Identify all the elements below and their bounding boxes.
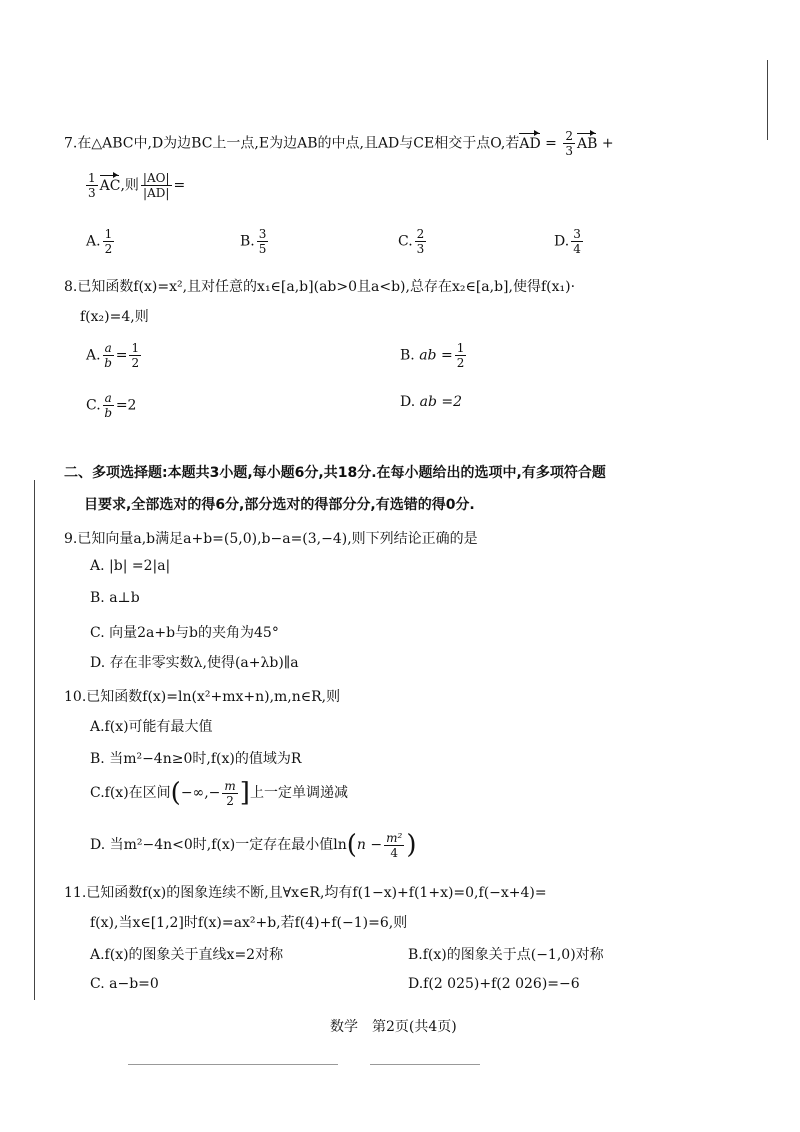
section-2-heading: 二、多项选择题:本题共3小题,每小题6分,共18分.在每小题给出的选项中,有多项符合题 (64, 465, 606, 481)
question-11-line2: f(x),当x∈[1,2]时f(x)=ax²+b,若f(4)+f(−1)=6,则 (90, 915, 408, 931)
q10-option-b: B. 当m²−4n≥0时,f(x)的值域为R (90, 751, 302, 767)
q7-option-d: D. $\frac{3}{4}$ (554, 227, 581, 256)
q7-eq2: = (173, 177, 186, 194)
question-7-line2 (84, 172, 185, 199)
q11-option-d: D.f(2 025)+f(2 026)=−6 (408, 976, 580, 992)
q8-option-a: A. $\frac{a}{b}$ = $\frac{1}{2}$ (86, 341, 140, 370)
q8-option-c: C. $\frac{a}{b}$ =2 (86, 391, 137, 420)
q7-number: 7. (64, 135, 78, 152)
q7-ratio: $\frac{|AO|}{|AD|}$ (142, 171, 170, 200)
section-2-heading-line2: 目要求,全部选对的得6分,部分选对的得部分分,有选错的得0分. (84, 497, 475, 513)
q9-option-a: A. |b| =2|a| (90, 558, 171, 574)
q7-eq: = (545, 135, 557, 152)
q8-option-b: B. ab = $\frac{1}{2}$ (400, 341, 465, 370)
q7-option-a: A. $\frac{1}{2}$ (86, 227, 113, 256)
q9-option-b: B. a⊥b (90, 590, 140, 606)
q10-option-c: C.f(x)在区间(−∞,− $\frac{m}{2}$ ]上一定单调递减 (90, 778, 348, 808)
question-9: 9.已知向量a,b满足a+b=(5,0),b−a=(3,−4),则下列结论正确的是 (64, 531, 478, 547)
question-10: 10.已知函数f(x)=ln(x²+mx+n),m,n∈R,则 (64, 689, 341, 705)
q10-option-a: A.f(x)可能有最大值 (90, 719, 213, 735)
q8-stem: 已知函数f(x)=x²,且对任意的x₁∈[a,b](ab>0且a<b),总存在x₂∈[a,b],使得f(x₁)· (77, 279, 576, 295)
q7-frac-2-3: $\frac{2}{3}$ (565, 129, 573, 158)
scan-edge-line (767, 60, 768, 140)
q7-stem: 在△ABC中,D为边BC上一点,E为边AB的中点,且AD与CE相交于点O,若 (77, 135, 520, 152)
question-7 (64, 130, 614, 157)
page-footer: 数学 第2页(共4页) (330, 1019, 457, 1035)
q9-option-d: D. 存在非零实数λ,使得(a+λb)∥a (90, 655, 299, 671)
q7-option-b: B. $\frac{3}{5}$ (240, 227, 267, 256)
q7-option-c: C. $\frac{2}{3}$ (398, 227, 425, 256)
vector-ad: AD (519, 135, 541, 152)
q9-option-c: C. 向量2a+b与b的夹角为45° (90, 625, 279, 641)
question-11: 11.已知函数f(x)的图象连续不断,且∀x∈R,均有f(1−x)+f(1+x)=0,f(−x+4)= (64, 885, 547, 901)
q11-option-c: C. a−b=0 (90, 976, 159, 992)
q7-frac-1-3: $\frac{1}{3}$ (88, 171, 96, 200)
q8-option-d: D. ab =2 (400, 394, 463, 410)
q10-option-d: D. 当m²−4n<0时,f(x)一定存在最小值ln(n − $\frac{\text{m²}}{4}$ ) (90, 830, 417, 860)
q8-number: 8. (64, 279, 78, 295)
q7-plus: + (601, 135, 614, 152)
q11-option-a: A.f(x)的图象关于直线x=2对称 (90, 947, 284, 963)
q7-then: ,则 (120, 177, 139, 194)
vector-ab: AB (576, 135, 598, 152)
q11-option-b: B.f(x)的图象关于点(−1,0)对称 (408, 947, 604, 963)
footer-rule (370, 1064, 480, 1065)
vector-ac: AC (99, 177, 121, 194)
footer-rule (128, 1064, 338, 1065)
scan-edge-line (34, 480, 35, 1000)
question-8-line2: f(x₂)=4,则 (80, 309, 149, 325)
question-8 (64, 276, 575, 296)
